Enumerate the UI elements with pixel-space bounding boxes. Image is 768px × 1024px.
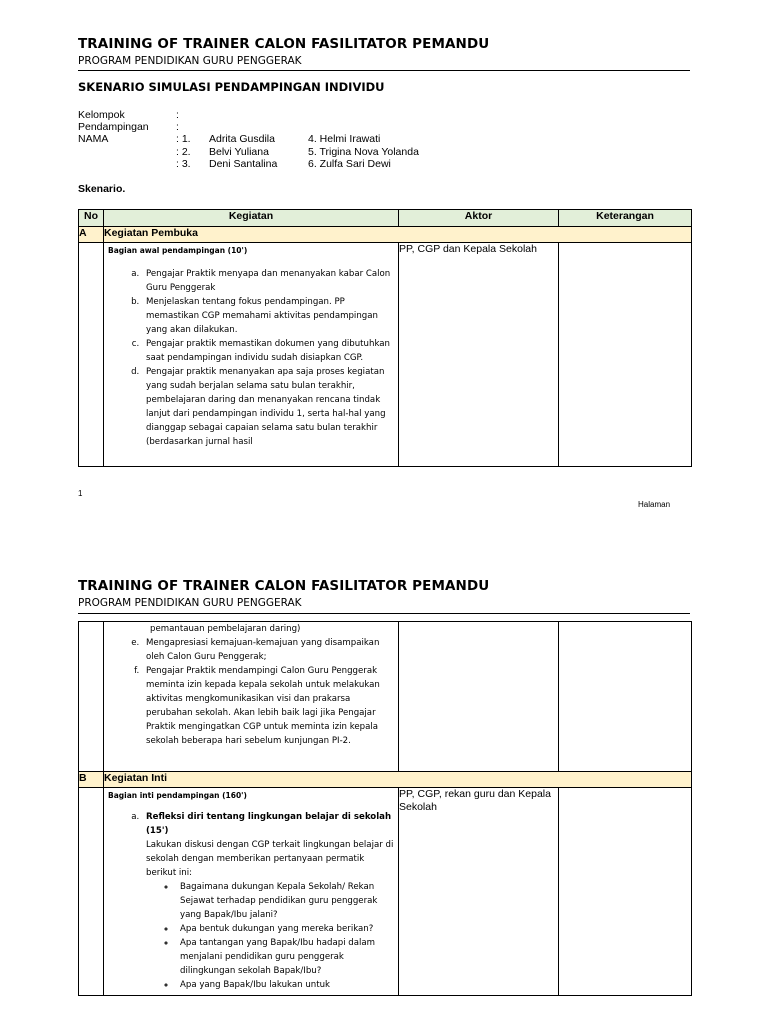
page1-title: TRAINING OF TRAINER CALON FASILITATOR PEMANDU [78, 36, 490, 52]
row-b-item-list [104, 810, 398, 992]
row-b-actor: PP, CGP, rekan guru dan Kepala Sekolah [399, 788, 559, 996]
row-b-no-cell [79, 788, 104, 996]
name-right-2: 5. Trigina Nova Yolanda [308, 146, 419, 158]
list-item: d. Pengajar praktik menanyakan apa saja proses kegiatan yang sudah berjalan selama satu bulan terakhir, pembelajaran daring dan menanyakan rencana tindak lanjut dari pendampingan individu 1, serta hal-hal yang dianggap sebagai capaian selama satu bulan terakhir (berdasarkan jurnal hasil [142, 365, 394, 449]
list-item [142, 810, 394, 992]
row-b-kegiatan-cell [104, 788, 399, 996]
nama-label: NAMA [78, 133, 109, 145]
page1-heading: SKENARIO SIMULASI PENDAMPINGAN INDIVIDU [78, 80, 385, 94]
page2-scenario-table [78, 621, 692, 996]
row-b-keterangan-cell [559, 788, 692, 996]
row-a-kegiatan-cell [104, 243, 399, 467]
list-item: f. Pengajar Praktik mendampingi Calon Guru Penggerak meminta izin kepada kepala sekolah untuk melakukan aktivitas mengkomunikasikan visi dan prakarsa perubahan sekolah. Akan lebih baik lagi jika Pengajar Praktik mengingatkan CGP untuk meminta izin kepala sekolah beberapa hari sebelum kunjungan PI-2. [142, 664, 394, 748]
page1-scenario-table [78, 209, 692, 467]
section-a-no: A [79, 227, 104, 243]
section-b-row [79, 772, 692, 788]
row-a-item-list [104, 267, 398, 449]
kelompok-value: : [176, 109, 179, 121]
name-num-2: : 2. [176, 146, 191, 158]
row-a-keterangan-cell [559, 243, 692, 467]
cont-no-cell [79, 622, 104, 772]
section-b-title: Kegiatan Inti [104, 772, 692, 788]
page2-title: TRAINING OF TRAINER CALON FASILITATOR PEMANDU [78, 578, 490, 594]
cont-keterangan-cell [559, 622, 692, 772]
name-left-3: Deni Santalina [209, 158, 278, 170]
row-a-subheading: Bagian awal pendampingan (10') [108, 246, 248, 255]
section-a-row [79, 227, 692, 243]
row-b-item-text: Lakukan diskusi dengan CGP terkait lingkungan belajar di sekolah dengan memberikan pertanyaan permatik berikut ini: [146, 840, 394, 878]
name-num-1: : 1. [176, 133, 191, 145]
footnote-number: 1 [78, 489, 83, 498]
page1-header-rule [78, 70, 690, 71]
header-aktor: Aktor [399, 210, 559, 227]
section-a-title: Kegiatan Pembuka [104, 227, 692, 243]
row-b-item-title: Refleksi diri tentang lingkungan belajar di sekolah (15') [146, 812, 392, 836]
name-num-3: : 3. [176, 158, 191, 170]
row-b-question-list [146, 880, 394, 992]
continued-text: pemantauan pembelajaran daring) [150, 624, 301, 634]
table-row [79, 243, 692, 467]
list-item: b. Menjelaskan tentang fokus pendampingan. PP memastikan CGP memahami aktivitas pendampingan yang akan dilakukan. [142, 295, 394, 337]
name-left-1: Adrita Gusdila [209, 133, 275, 145]
kelompok-label: Kelompok [78, 109, 125, 121]
name-right-3: 6. Zulfa Sari Dewi [308, 158, 391, 170]
list-item: c. Pengajar praktik memastikan dokumen yang dibutuhkan saat pendampingan individu sudah disiapkan CGP. [142, 337, 394, 365]
list-item: ◦ Apa bentuk dukungan yang mereka berikan? [176, 922, 394, 936]
section-b-no: B [79, 772, 104, 788]
table-row [79, 788, 692, 996]
row-a-actor: PP, CGP dan Kepala Sekolah [399, 243, 559, 467]
row-a-no-cell [79, 243, 104, 467]
row-b-subheading: Bagian inti pendampingan (160') [108, 791, 247, 800]
page2-header-rule [78, 613, 690, 614]
table-header-row [79, 210, 692, 227]
header-kegiatan: Kegiatan [104, 210, 399, 227]
cont-actor-cell [399, 622, 559, 772]
pendampingan-label: Pendampingan [78, 121, 149, 133]
pendampingan-value: : [176, 121, 179, 133]
header-no: No [79, 210, 104, 227]
cont-item-list [104, 636, 398, 748]
footer-halaman: Halaman [638, 500, 671, 509]
list-item: ◦ Bagaimana dukungan Kepala Sekolah/ Rekan Sejawat terhadap pendidikan guru penggerak yang Bapak/Ibu jalani? [176, 880, 394, 922]
list-item: ◦ Apa yang Bapak/Ibu lakukan untuk [176, 978, 394, 992]
list-item: e. Mengapresiasi kemajuan-kemajuan yang disampaikan oleh Calon Guru Penggerak; [142, 636, 394, 664]
table-row [79, 622, 692, 772]
page1-subtitle: PROGRAM PENDIDIKAN GURU PENGGERAK [78, 55, 302, 67]
name-right-1: 4. Helmi Irawati [308, 133, 381, 145]
list-item: a. Pengajar Praktik menyapa dan menanyakan kabar Calon Guru Penggerak [142, 267, 394, 295]
list-item: ◦ Apa tantangan yang Bapak/Ibu hadapi dalam menjalani pendidikan guru penggerak dilingkungan sekolah Bapak/Ibu? [176, 936, 394, 978]
skenario-label: Skenario. [78, 183, 126, 195]
cont-kegiatan-cell [104, 622, 399, 772]
header-keterangan: Keterangan [559, 210, 692, 227]
name-left-2: Belvi Yuliana [209, 146, 269, 158]
page2-subtitle: PROGRAM PENDIDIKAN GURU PENGGERAK [78, 597, 302, 609]
